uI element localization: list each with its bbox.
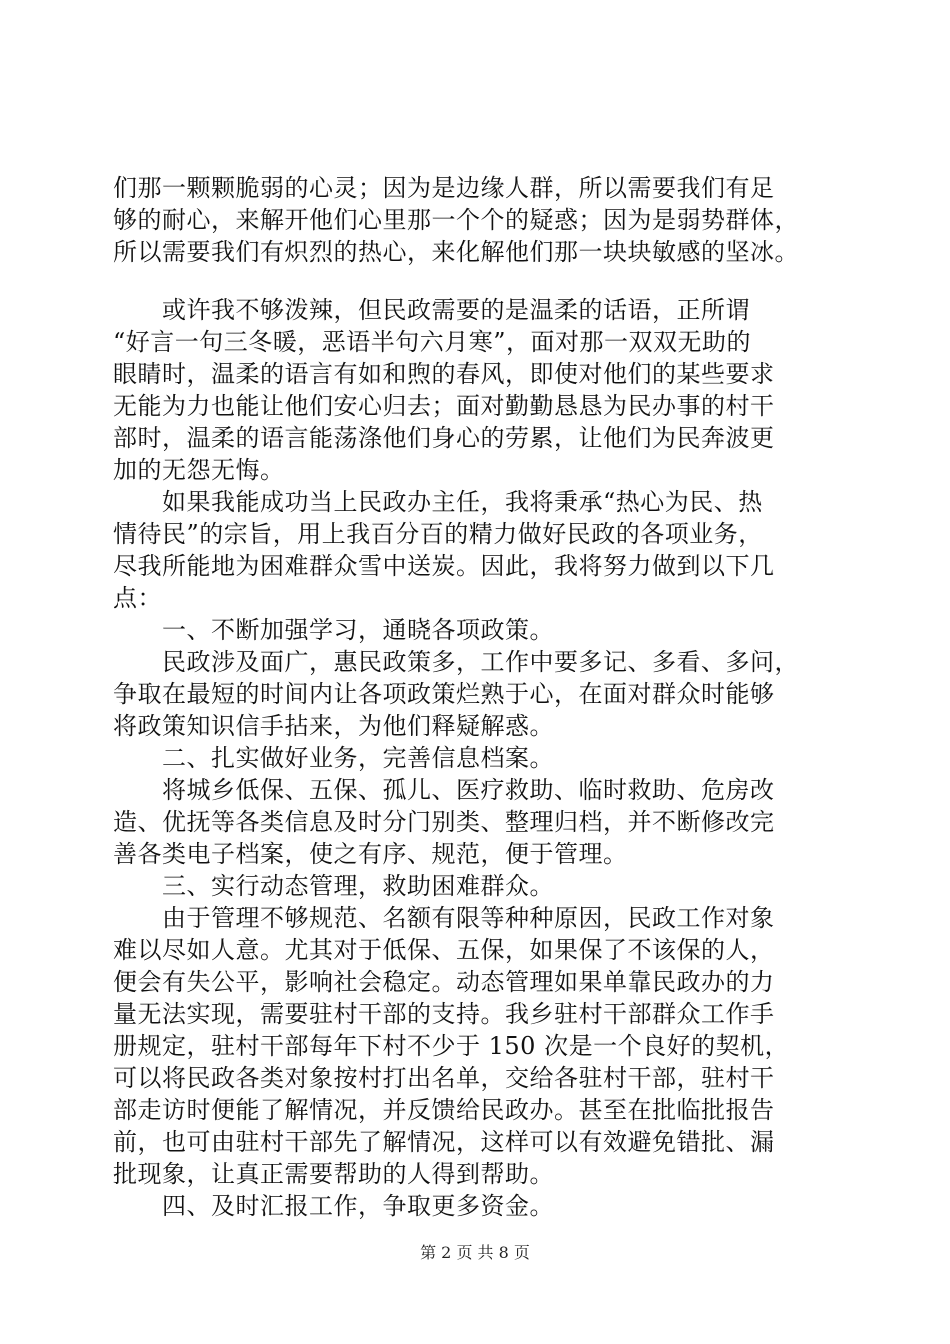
paragraph <box>113 646 858 742</box>
text-line: 争取在最短的时间内让各项政策烂熟于心，在面对群众时能够 <box>113 680 775 708</box>
section-heading <box>113 614 858 646</box>
paragraph <box>113 294 858 486</box>
text-line: 二、扎实做好业务，完善信息档案。 <box>113 744 554 772</box>
text-line: 前，也可由驻村干部先了解情况，这样可以有效避免错批、漏 <box>113 1128 775 1156</box>
text-line: 们那一颗颗脆弱的心灵；因为是边缘人群，所以需要我们有足 <box>113 174 775 202</box>
text-line: “好言一句三冬暖，恶语半句六月寒”，面对那一双双无助的 <box>113 328 752 356</box>
text-line: 量无法实现，需要驻村干部的支持。我乡驻村干部群众工作手 <box>113 1000 775 1028</box>
text-line: 难以尽如人意。尤其对于低保、五保，如果保了不该保的人， <box>113 936 775 964</box>
text-line: 册规定，驻村干部每年下村不少于 150 次是一个良好的契机， <box>113 1032 790 1060</box>
text-line: 四、及时汇报工作，争取更多资金。 <box>113 1192 554 1220</box>
text-line: 民政涉及面广，惠民政策多，工作中要多记、多看、多问， <box>113 648 799 676</box>
paragraph <box>113 902 858 1190</box>
text-line: 点： <box>113 584 162 612</box>
text-line: 无能为力也能让他们安心归去；面对勤勤恳恳为民办事的村干 <box>113 392 775 420</box>
text-line: 善各类电子档案，使之有序、规范，便于管理。 <box>113 840 628 868</box>
text-line: 便会有失公平，影响社会稳定。动态管理如果单靠民政办的力 <box>113 968 775 996</box>
text-line: 将城乡低保、五保、孤儿、医疗救助、临时救助、危房改 <box>113 776 775 804</box>
text-line: 三、实行动态管理，救助困难群众。 <box>113 872 554 900</box>
paragraph-gap <box>113 268 858 294</box>
page-number-footer: 第 2 页 共 8 页 <box>420 1243 530 1262</box>
text-line: 将政策知识信手拈来，为他们释疑解惑。 <box>113 712 554 740</box>
text-line: 所以需要我们有炽烈的热心，来化解他们那一块块敏感的坚冰。 <box>113 238 799 266</box>
section-heading <box>113 742 858 774</box>
text-line: 部走访时便能了解情况，并反馈给民政办。甚至在批临批报告 <box>113 1096 775 1124</box>
text-line: 尽我所能地为困难群众雪中送炭。因此，我将努力做到以下几 <box>113 552 775 580</box>
text-line: 造、优抚等各类信息及时分门别类、整理归档，并不断修改完 <box>113 808 775 836</box>
paragraph <box>113 486 858 614</box>
text-line: 如果我能成功当上民政办主任，我将秉承“热心为民、热 <box>113 488 763 516</box>
text-line: 批现象，让真正需要帮助的人得到帮助。 <box>113 1160 554 1188</box>
document-body <box>113 172 858 1222</box>
paragraph <box>113 172 858 268</box>
text-line: 或许我不够泼辣，但民政需要的是温柔的话语，正所谓 <box>113 296 750 324</box>
section-heading <box>113 870 858 902</box>
paragraph <box>113 774 858 870</box>
text-line: 眼睛时，温柔的语言有如和煦的春风，即使对他们的某些要求 <box>113 360 775 388</box>
text-line: 够的耐心，来解开他们心里那一个个的疑惑；因为是弱势群体， <box>113 206 799 234</box>
text-line: 由于管理不够规范、名额有限等种种原因，民政工作对象 <box>113 904 775 932</box>
text-line: 部时，温柔的语言能荡涤他们身心的劳累，让他们为民奔波更 <box>113 424 775 452</box>
text-line: 可以将民政各类对象按村打出名单，交给各驻村干部，驻村干 <box>113 1064 775 1092</box>
text-line: 一、不断加强学习，通晓各项政策。 <box>113 616 554 644</box>
text-line: 加的无怨无悔。 <box>113 456 285 484</box>
text-line: 情待民”的宗旨，用上我百分百的精力做好民政的各项业务， <box>113 520 763 548</box>
section-heading <box>113 1190 858 1222</box>
